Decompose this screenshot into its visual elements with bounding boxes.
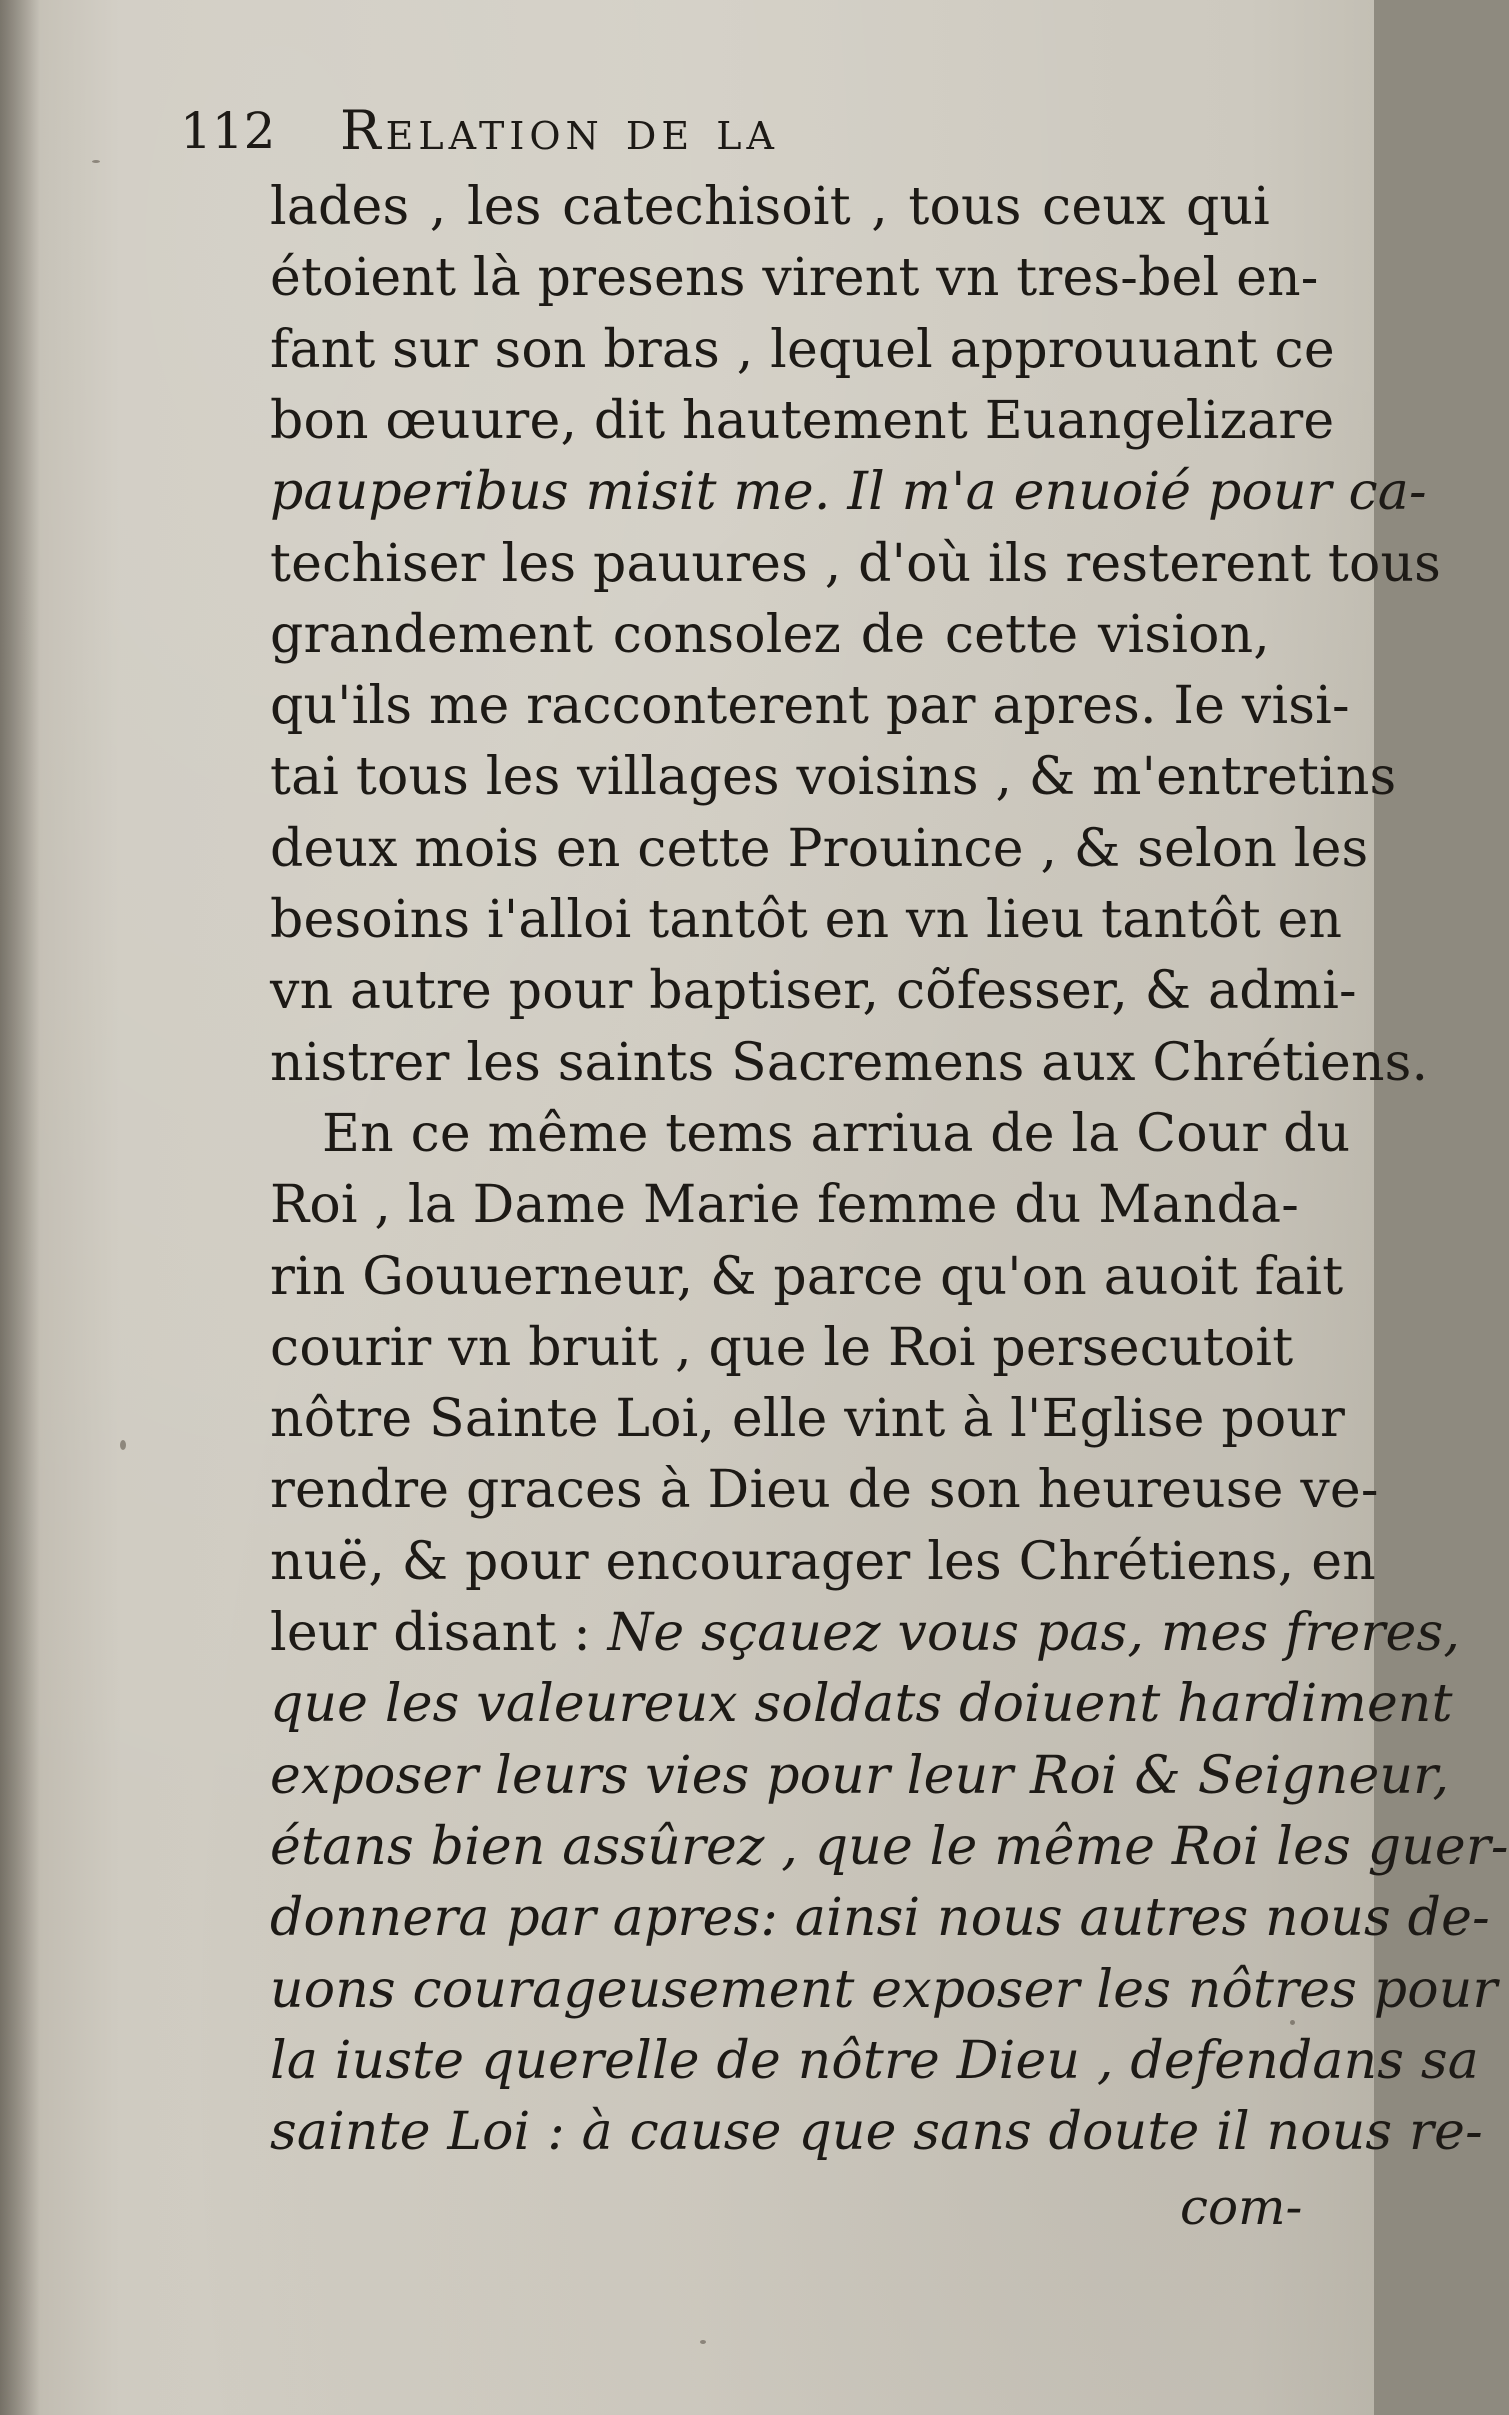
text-line: deux mois en cette Prouince , & selon les <box>270 819 1369 879</box>
text-line-roman-part: leur disant : <box>270 1603 608 1663</box>
text-line: que les valeureux soldats doiuent hardiment <box>270 1674 1453 1734</box>
text-line: sainte Loi : à cause que sans doute il nous re- <box>270 2102 1483 2162</box>
text-line: exposer leurs vies pour leur Roi & Seigneur, <box>270 1746 1450 1806</box>
running-title: Relation de la <box>340 99 779 162</box>
text-line: bon œuure, dit hautement Euangelizare <box>270 391 1335 451</box>
text-line-italic-part: Ne sçauez vous pas, mes freres, <box>607 1603 1461 1663</box>
text-line: la iuste querelle de nôtre Dieu , defendans sa <box>270 2031 1479 2091</box>
text-line: étoient là presens virent vn tres-bel en- <box>270 248 1319 308</box>
page-number: 112 <box>180 102 276 160</box>
text-line: rin Gouuerneur, & parce qu'on auoit fait <box>270 1247 1344 1307</box>
text-line: courir vn bruit , que le Roi persecutoit <box>270 1318 1294 1378</box>
text-line: pauperibus misit me. Il m'a enuoié pour ca- <box>270 462 1427 522</box>
text-line: nôtre Sainte Loi, elle vint à l'Eglise pour <box>270 1389 1346 1449</box>
text-line: donnera par apres: ainsi nous autres nous de- <box>270 1888 1490 1948</box>
text-line: rendre graces à Dieu de son heureuse ve- <box>270 1460 1379 1520</box>
text-line: nuë, & pour encourager les Chrétiens, en <box>270 1532 1376 1592</box>
text-line: lades , les catechisoit , tous ceux qui <box>270 177 1270 237</box>
text-line: vn autre pour baptiser, cõfesser, & admi- <box>270 961 1357 1021</box>
text-line: grandement consolez de cette vision, <box>270 605 1270 665</box>
catchword: com- <box>1180 2178 1303 2236</box>
text-line: fant sur son bras , lequel approuuant ce <box>270 320 1335 380</box>
text-line: tai tous les villages voisins , & m'entretins <box>270 747 1397 807</box>
text-line: qu'ils me racconterent par apres. Ie visi- <box>270 676 1350 736</box>
text-line: besoins i'alloi tantôt en vn lieu tantôt en <box>270 890 1343 950</box>
text-line <box>270 1594 1461 1672</box>
text-line: nistrer les saints Sacremens aux Chrétiens. <box>270 1033 1429 1093</box>
text-line: techiser les pauures , d'où ils resterent tous <box>270 534 1442 594</box>
text-line: En ce même tems arriua de la Cour du <box>322 1104 1351 1164</box>
text-line: étans bien assûrez , que le même Roi les guer- <box>270 1817 1509 1877</box>
text-line: Roi , la Dame Marie femme du Manda- <box>270 1175 1300 1235</box>
text-line: uons courageusement exposer les nôtres pour <box>270 1960 1498 2020</box>
